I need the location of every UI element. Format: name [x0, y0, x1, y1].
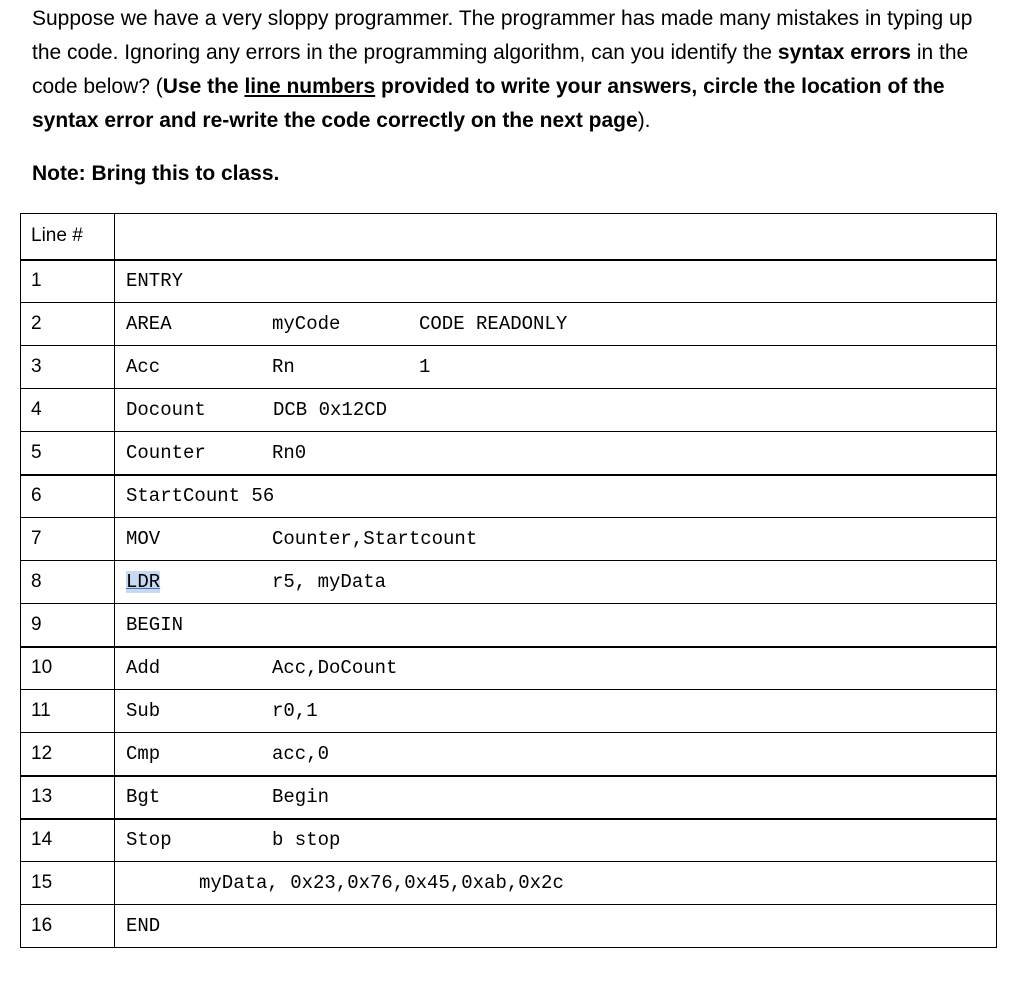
table-row — [21, 776, 997, 819]
code-cell — [115, 862, 997, 905]
table-row — [21, 475, 997, 518]
code-label: AREA — [126, 313, 172, 335]
instructions-bold — [32, 75, 945, 132]
table-row — [21, 432, 997, 475]
intro-text-4: ). — [637, 109, 651, 132]
code-operand: Begin — [272, 786, 330, 808]
code-label: Add — [126, 657, 161, 680]
code-label: Docount — [126, 399, 206, 421]
code-cell — [115, 475, 997, 518]
syntax-errors-emphasis: syntax errors — [777, 41, 911, 64]
code-cell — [115, 432, 997, 475]
code-operand: DCB 0x12CD — [273, 399, 388, 421]
code-cell — [115, 260, 997, 303]
line-number: 1 — [21, 260, 115, 303]
code-header-cell — [115, 214, 997, 260]
code-cell — [115, 776, 997, 819]
code-operand: r0,1 — [272, 700, 318, 722]
line-number: 2 — [21, 303, 115, 346]
line-number: 13 — [21, 776, 115, 819]
table-row — [21, 260, 997, 303]
table-row — [21, 819, 997, 862]
line-number: 16 — [21, 905, 115, 948]
code-data-definition: myData, 0x23,0x76,0x45,0xab,0x2c — [199, 872, 564, 894]
table-row — [21, 346, 997, 389]
code-label: BEGIN — [126, 613, 184, 636]
code-label-highlighted: LDR — [126, 571, 161, 593]
code-cell — [115, 690, 997, 733]
line-number: 6 — [21, 475, 115, 518]
line-number: 7 — [21, 518, 115, 561]
code-cell — [115, 819, 997, 862]
code-operand: b stop — [272, 829, 341, 852]
line-number: 12 — [21, 733, 115, 776]
code-label: Cmp — [126, 742, 161, 765]
code-cell — [115, 561, 997, 604]
instructions-paragraph — [32, 2, 1007, 138]
code-table — [20, 213, 997, 948]
line-number-header: Line # — [21, 214, 115, 260]
table-row — [21, 561, 997, 604]
code-cell — [115, 647, 997, 690]
table-row — [21, 389, 997, 432]
line-number: 3 — [21, 346, 115, 389]
code-operand: acc,0 — [272, 742, 330, 765]
line-number: 5 — [21, 432, 115, 475]
code-operand: Counter,Startcount — [272, 528, 478, 550]
intro-text-2: in the code below? ( — [32, 41, 969, 98]
code-cell — [115, 604, 997, 647]
line-number: 14 — [21, 819, 115, 862]
code-operand: Rn0 — [272, 441, 307, 464]
code-operand: Rn — [272, 356, 295, 378]
code-operand: r5, myData — [272, 571, 387, 593]
code-cell — [115, 346, 997, 389]
line-numbers-emphasis: line numbers — [244, 75, 376, 98]
code-label: Stop — [126, 829, 172, 852]
line-number: 15 — [21, 862, 115, 905]
code-cell — [115, 303, 997, 346]
code-attributes: CODE READONLY — [419, 313, 568, 335]
line-number: 11 — [21, 690, 115, 733]
code-label: ENTRY — [126, 270, 184, 293]
note-text: Note: Bring this to class. — [32, 162, 280, 185]
code-attributes: 1 — [419, 356, 431, 378]
table-row — [21, 303, 997, 346]
code-label: Acc — [126, 356, 161, 378]
table-header-row — [21, 214, 997, 260]
code-operand: Acc,DoCount — [272, 657, 398, 680]
intro-text-3: provided to write your answers, circle the location of the syntax error and re-write the code correctly on the next page — [32, 75, 945, 132]
table-row — [21, 518, 997, 561]
table-row — [21, 647, 997, 690]
code-label: Sub — [126, 700, 161, 722]
code-label: StartCount 56 — [126, 485, 275, 508]
intro-text-1: Suppose we have a very sloppy programmer. The programmer has made many mistakes in typing up the code. Ignoring any errors in the programming algorithm, can you identify the — [32, 7, 973, 64]
code-cell — [115, 733, 997, 776]
table-row — [21, 604, 997, 647]
code-label: Counter — [126, 441, 206, 464]
table-row — [21, 905, 997, 948]
line-number: 10 — [21, 647, 115, 690]
code-label: Bgt — [126, 786, 161, 808]
code-cell — [115, 389, 997, 432]
line-number: 9 — [21, 604, 115, 647]
code-label: MOV — [126, 528, 161, 550]
code-label: END — [126, 915, 161, 937]
table-row — [21, 862, 997, 905]
line-number: 8 — [21, 561, 115, 604]
code-cell — [115, 518, 997, 561]
line-number: 4 — [21, 389, 115, 432]
use-the-text: Use the — [162, 75, 245, 98]
code-cell — [115, 905, 997, 948]
table-row — [21, 733, 997, 776]
table-row — [21, 690, 997, 733]
code-operand: myCode — [272, 313, 341, 335]
